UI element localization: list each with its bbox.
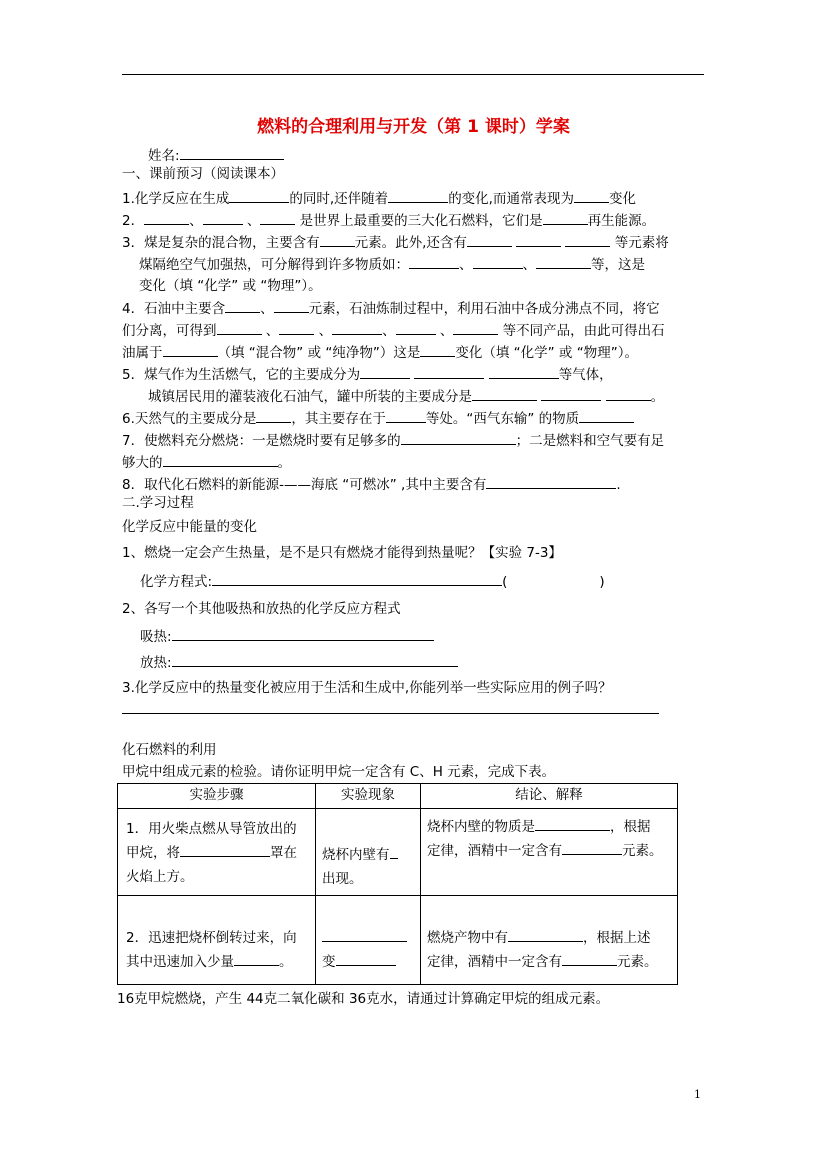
question-3: 3．煤是复杂的混合物，主要含有 元素。此外,还含有 等元素将 <box>122 235 669 251</box>
table-row <box>118 896 678 985</box>
blank[interactable] <box>360 365 410 379</box>
header-conclusion: 结论、解释 <box>421 784 678 809</box>
blank[interactable] <box>536 255 591 269</box>
section-2-heading: 二.学习过程 <box>122 495 194 511</box>
answer-line[interactable] <box>122 713 659 714</box>
absorb-heat-blank[interactable] <box>172 627 434 641</box>
blank[interactable] <box>396 321 436 335</box>
table-header-row <box>118 784 678 809</box>
table-row <box>118 809 678 896</box>
blank[interactable] <box>541 387 601 401</box>
blank[interactable] <box>217 321 262 335</box>
blank[interactable] <box>489 365 559 379</box>
blank[interactable] <box>562 841 622 855</box>
blank[interactable] <box>574 189 609 203</box>
experiment-table <box>117 783 678 985</box>
conclusion-cell: 燃烧产物中有 ，根据上述 定律，酒精中一定含有 元素。 <box>421 896 678 985</box>
prompt-5: 16克甲烷燃烧，产生 44克二氧化碳和 36克水，请通过计算确定甲烷的组成元素。 <box>117 991 610 1007</box>
question-4: 4．石油中主要含 、 元素，石油炼制过程中，利用石油中各成分沸点不同，将它 <box>122 301 660 317</box>
blank[interactable] <box>386 409 426 423</box>
name-line: 姓名: <box>148 146 284 165</box>
blank[interactable] <box>332 321 382 335</box>
blank[interactable] <box>320 233 355 247</box>
blank[interactable] <box>390 845 398 859</box>
question-5: 5．煤气作为生活燃气，它的主要成分为 等气体， <box>122 367 613 383</box>
prompt-4: 甲烷中组成元素的检验。请你证明甲烷一定含有 C、H 元素，完成下表。 <box>122 764 556 780</box>
step-cell: 2．迅速把烧杯倒转过来，向 其中迅速加入少量 。 <box>118 896 316 985</box>
blank[interactable] <box>565 233 610 247</box>
header-observation: 实验现象 <box>316 784 421 809</box>
blank[interactable] <box>260 211 295 225</box>
blank[interactable] <box>274 299 309 313</box>
question-5-line-2: 城镇居民用的灌装液化石油气，罐中所装的主要成分是 。 <box>148 389 665 405</box>
release-heat-blank[interactable] <box>172 653 458 667</box>
blank[interactable] <box>279 321 314 335</box>
blank[interactable] <box>322 928 407 942</box>
absorb-heat-line: 吸热: <box>140 627 434 646</box>
question-7: 7．使燃料充分燃烧：一是燃烧时要有足够多的 ；二是燃料和空气要有足 <box>122 433 665 449</box>
blank[interactable] <box>606 387 651 401</box>
blank[interactable] <box>535 817 610 831</box>
question-3-line-2: 煤隔绝空气加强热，可分解得到许多物质如： 、 、 等，这是 <box>139 257 645 273</box>
prompt-2: 2、各写一个其他吸热和放热的化学反应方程式 <box>122 601 401 617</box>
question-7-line-2: 够大的 。 <box>122 455 291 471</box>
blank[interactable] <box>203 211 243 225</box>
blank[interactable] <box>225 299 260 313</box>
conclusion-cell: 烧杯内壁的物质是 ，根据 定律，酒精中一定含有 元素。 <box>421 809 678 896</box>
blank[interactable] <box>401 431 516 445</box>
question-4-line-2: 们分离，可得到 、 、 、 、 等不同产品，由此可得出石 <box>122 323 665 339</box>
question-3-line-3: 变化（填 “化学” 或 “物理”）。 <box>139 278 322 294</box>
blank[interactable] <box>486 475 616 489</box>
blank[interactable] <box>420 343 455 357</box>
subheading-fossil-fuel: 化石燃料的利用 <box>122 742 217 758</box>
blank[interactable] <box>562 952 617 966</box>
blank[interactable] <box>144 211 189 225</box>
page-title: 燃料的合理利用与开发（第 1 课时）学案 <box>257 117 570 137</box>
equation-blank[interactable] <box>212 572 502 586</box>
observation-cell: 烧杯内壁有 出现。 <box>316 809 421 896</box>
blank[interactable] <box>180 843 270 857</box>
step-cell: 1．用火柴点燃从导管放出的 甲烷，将 罩在 火焰上方。 <box>118 809 316 896</box>
header-step: 实验步骤 <box>118 784 316 809</box>
blank[interactable] <box>579 409 634 423</box>
blank[interactable] <box>453 321 498 335</box>
observation-cell: 变 <box>316 896 421 985</box>
blank[interactable] <box>163 343 218 357</box>
section-1-heading: 一、课前预习（阅读课本） <box>122 166 284 182</box>
blank[interactable] <box>388 189 448 203</box>
blank[interactable] <box>234 952 279 966</box>
blank[interactable] <box>256 409 291 423</box>
question-4-line-3: 油属于 （填 “混合物” 或 “纯净物”）这是 变化（填 “化学” 或 “物理”）。 <box>122 345 638 361</box>
name-blank[interactable] <box>180 146 284 160</box>
page-number: 1 <box>694 1088 701 1101</box>
prompt-3: 3.化学反应中的热量变化被应用于生活和生成中,你能列举一些实际应用的例子吗？ <box>122 680 612 696</box>
question-2: 2． 、 、 是世界上最重要的三大化石燃料，它们是 再生能源。 <box>122 213 656 229</box>
blank[interactable] <box>336 952 396 966</box>
blank[interactable] <box>473 255 523 269</box>
blank[interactable] <box>467 233 512 247</box>
question-6: 6.天然气的主要成分是 ，其主要存在于 等处。“西气东输” 的物质 <box>122 409 634 428</box>
blank[interactable] <box>516 233 561 247</box>
blank[interactable] <box>508 928 583 942</box>
prompt-1: 1、燃烧一定会产生热量，是不是只有燃烧才能得到热量呢？【实验 7-3】 <box>122 545 562 561</box>
blank[interactable] <box>409 255 459 269</box>
blank[interactable] <box>414 365 484 379</box>
subheading-energy: 化学反应中能量的变化 <box>122 519 257 535</box>
question-8: 8．取代化石燃料的新能源-——海底 “可燃冰” ,其中主要含有 . <box>122 477 621 493</box>
blank[interactable] <box>229 189 289 203</box>
release-heat-line: 放热: <box>140 653 458 672</box>
equation-line: 化学方程式: ( ) <box>140 574 605 590</box>
header-rule <box>122 74 704 75</box>
blank[interactable] <box>472 387 537 401</box>
blank[interactable] <box>543 211 588 225</box>
question-1: 1.化学反应在生成 的同时,还伴随着 的变化,而通常表现为 变化 <box>122 191 636 207</box>
blank[interactable] <box>163 453 278 467</box>
